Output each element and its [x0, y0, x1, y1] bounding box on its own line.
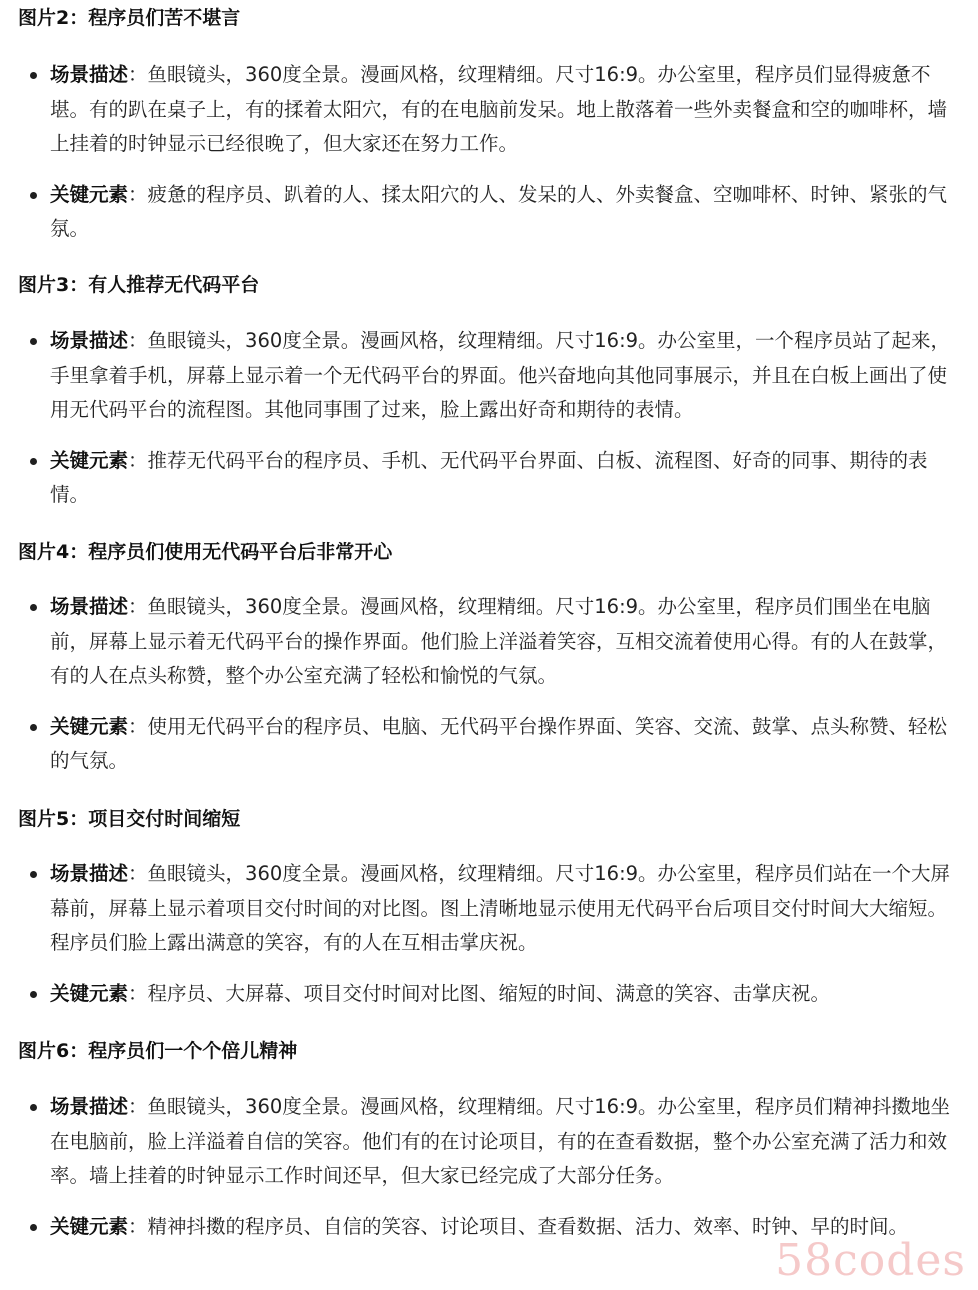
- list-item: [18, 178, 962, 247]
- section-title: 图片3：有人推荐无代码平台: [18, 274, 260, 296]
- section-title: 图片5：项目交付时间缩短: [18, 808, 241, 830]
- section-list: [18, 324, 962, 513]
- item-text: 推荐无代码平台的程序员、手机、无代码平台界面、白板、流程图、好奇的同事、期待的表情。: [50, 448, 928, 507]
- item-separator: ：: [128, 182, 148, 206]
- item-separator: ：: [128, 448, 148, 472]
- item-text: 程序员、大屏幕、项目交付时间对比图、缩短的时间、满意的笑容、击掌庆祝。: [147, 981, 831, 1005]
- item-label: 关键元素: [50, 182, 129, 206]
- item-text: 鱼眼镜头，360度全景。漫画风格，纹理精细。尺寸16:9。办公室里，程序员们围坐在电脑前，屏幕上显示着无代码平台的操作界面。他们脸上洋溢着笑容，互相交流着使用心得。有的人在鼓掌，有的人在点头称赞，整个办公室充满了轻松和愉悦的气氛。: [50, 595, 948, 688]
- item-separator: ：: [128, 63, 148, 86]
- item-separator: ：: [128, 595, 148, 618]
- item-separator: ：: [128, 1095, 148, 1118]
- item-text: 鱼眼镜头，360度全景。漫画风格，纹理精细。尺寸16:9。办公室里，程序员们站在一个大屏幕前，屏幕上显示着项目交付时间的对比图。图上清晰地显示使用无代码平台后项目交付时间大大缩短。程序员们脸上露出满意的笑容，有的人在互相击掌庆祝。: [50, 862, 951, 955]
- item-label: 场景描述: [50, 595, 129, 618]
- section-heading: [18, 1037, 962, 1065]
- watermark-logo: 58codes: [775, 1235, 966, 1286]
- item-label: 场景描述: [50, 63, 129, 86]
- item-separator: ：: [128, 329, 148, 352]
- list-item: [18, 58, 962, 162]
- list-item: [18, 710, 962, 779]
- item-label: 场景描述: [50, 329, 129, 352]
- section-heading: [18, 805, 962, 833]
- list-item: [18, 857, 962, 961]
- section-title: 图片6：程序员们一个个倍儿精神: [18, 1040, 298, 1062]
- section-list: [18, 58, 962, 247]
- item-text: 鱼眼镜头，360度全景。漫画风格，纹理精细。尺寸16:9。办公室里，一个程序员站了起来，手里拿着手机，屏幕上显示着一个无代码平台的界面。他兴奋地向其他同事展示，并且在白板上画出了使用无代码平台的流程图。其他同事围了过来，脸上露出好奇和期待的表情。: [50, 329, 951, 422]
- item-separator: ：: [128, 714, 148, 738]
- list-item: [18, 977, 962, 1012]
- section-heading: [18, 538, 962, 566]
- section-list: [18, 1090, 962, 1244]
- section-list: [18, 590, 962, 779]
- section-heading: [18, 271, 962, 299]
- section-title: 图片4：程序员们使用无代码平台后非常开心: [18, 541, 393, 563]
- item-text: 鱼眼镜头，360度全景。漫画风格，纹理精细。尺寸16:9。办公室里，程序员们精神抖擞地坐在电脑前，脸上洋溢着自信的笑容。他们有的在讨论项目，有的在查看数据，整个办公室充满了活力和效率。墙上挂着的时钟显示工作时间还早，但大家已经完成了大部分任务。: [50, 1095, 951, 1188]
- item-label: 场景描述: [50, 1095, 129, 1118]
- list-item: [18, 324, 962, 428]
- list-item: [18, 590, 962, 694]
- item-label: 关键元素: [50, 448, 129, 472]
- item-text: 鱼眼镜头，360度全景。漫画风格，纹理精细。尺寸16:9。办公室里，程序员们显得疲惫不堪。有的趴在桌子上，有的揉着太阳穴，有的在电脑前发呆。地上散落着一些外卖餐盒和空的咖啡杯，墙上挂着的时钟显示已经很晚了，但大家还在努力工作。: [50, 63, 948, 156]
- item-label: 关键元素: [50, 981, 129, 1005]
- item-separator: ：: [128, 981, 148, 1005]
- item-text: 疲惫的程序员、趴着的人、揉太阳穴的人、发呆的人、外卖餐盒、空咖啡杯、时钟、紧张的气氛。: [50, 182, 948, 241]
- section-heading: [18, 4, 962, 32]
- item-separator: ：: [128, 1214, 148, 1238]
- item-label: 场景描述: [50, 862, 129, 885]
- item-separator: ：: [128, 862, 148, 885]
- item-text: 使用无代码平台的程序员、电脑、无代码平台操作界面、笑容、交流、鼓掌、点头称赞、轻松的气氛。: [50, 714, 948, 773]
- section-list: [18, 857, 962, 1011]
- section-title: 图片2：程序员们苦不堪言: [18, 7, 241, 29]
- item-text: 精神抖擞的程序员、自信的笑容、讨论项目、查看数据、活力、效率、时钟、早的时间。: [147, 1214, 909, 1238]
- list-item: [18, 1090, 962, 1194]
- item-label: 关键元素: [50, 714, 129, 738]
- item-label: 关键元素: [50, 1214, 129, 1238]
- list-item: [18, 444, 962, 513]
